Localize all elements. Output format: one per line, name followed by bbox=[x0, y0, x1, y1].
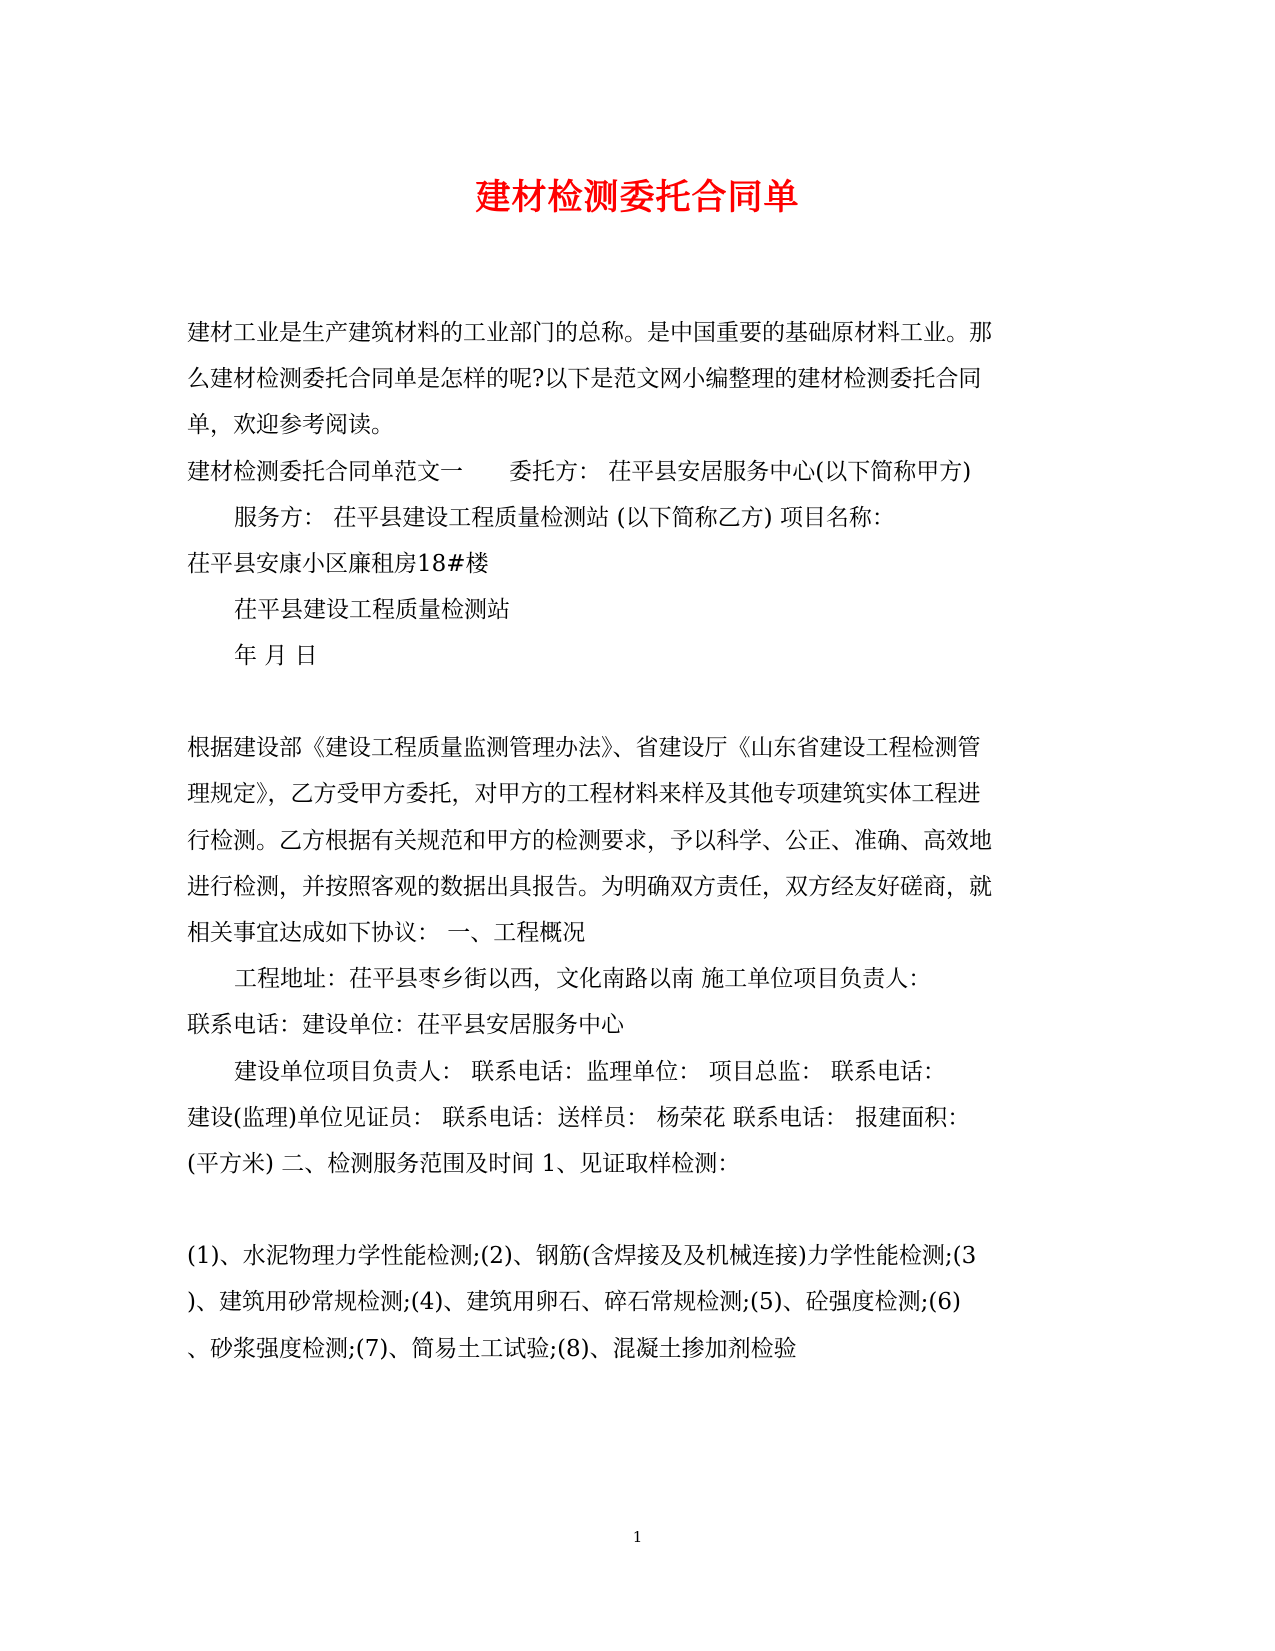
paragraph-line: (平方米) 二、检测服务范围及时间 1、见证取样检测： bbox=[187, 1151, 741, 1177]
paragraph-line: 工程地址：茌平县枣乡街以西，文化南路以南 施工单位项目负责人： bbox=[234, 966, 932, 992]
paragraph-line: 根据建设部《建设工程质量监测管理办法》、省建设厅《山东省建设工程检测管 bbox=[187, 735, 981, 761]
paragraph-line: 建设(监理)单位见证员： 联系电话：送样员： 杨荣花 联系电话： 报建面积： bbox=[187, 1105, 971, 1131]
paragraph-line: 茌平县建设工程质量检测站 bbox=[234, 597, 510, 623]
paragraph-line: 、砂浆强度检测;(7)、简易土工试验;(8)、混凝土掺加剂检验 bbox=[187, 1336, 797, 1362]
paragraph-line: 建材检测委托合同单范文一 委托方： 茌平县安居服务中心(以下简称甲方) bbox=[187, 459, 972, 485]
paragraph-line: 进行检测，并按照客观的数据出具报告。为明确双方责任，双方经友好磋商，就 bbox=[187, 874, 992, 900]
paragraph-line: 单，欢迎参考阅读。 bbox=[187, 412, 394, 438]
paragraph-line: 么建材检测委托合同单是怎样的呢?以下是范文网小编整理的建材检测委托合同 bbox=[187, 366, 982, 392]
paragraph-line: 服务方： 茌平县建设工程质量检测站 (以下简称乙方) 项目名称： bbox=[234, 505, 895, 531]
paragraph-line: 行检测。乙方根据有关规范和甲方的检测要求，予以科学、公正、准确、高效地 bbox=[187, 828, 992, 854]
paragraph-line: )、建筑用砂常规检测;(4)、建筑用卵石、碎石常规检测;(5)、砼强度检测;(6) bbox=[187, 1289, 961, 1315]
paragraph-line: 年 月 日 bbox=[234, 643, 318, 669]
paragraph-line: 建设单位项目负责人： 联系电话：监理单位： 项目总监： 联系电话： bbox=[234, 1059, 946, 1085]
paragraph-line: 相关事宜达成如下协议： 一、工程概况 bbox=[187, 920, 586, 946]
paragraph-line: (1)、水泥物理力学性能检测;(2)、钢筋(含焊接及及机械连接)力学性能检测;(3 bbox=[187, 1243, 977, 1269]
paragraph-line: 联系电话：建设单位：茌平县安居服务中心 bbox=[187, 1012, 624, 1038]
paragraph-line: 建材工业是生产建筑材料的工业部门的总称。是中国重要的基础原材料工业。那 bbox=[187, 320, 992, 346]
paragraph-line: 茌平县安康小区廉租房18#楼 bbox=[187, 551, 489, 577]
document-title: 建材检测委托合同单 bbox=[475, 177, 800, 218]
page-number: 1 bbox=[632, 1528, 643, 1546]
paragraph-line: 理规定》，乙方受甲方委托，对甲方的工程材料来样及其他专项建筑实体工程进 bbox=[187, 781, 981, 807]
